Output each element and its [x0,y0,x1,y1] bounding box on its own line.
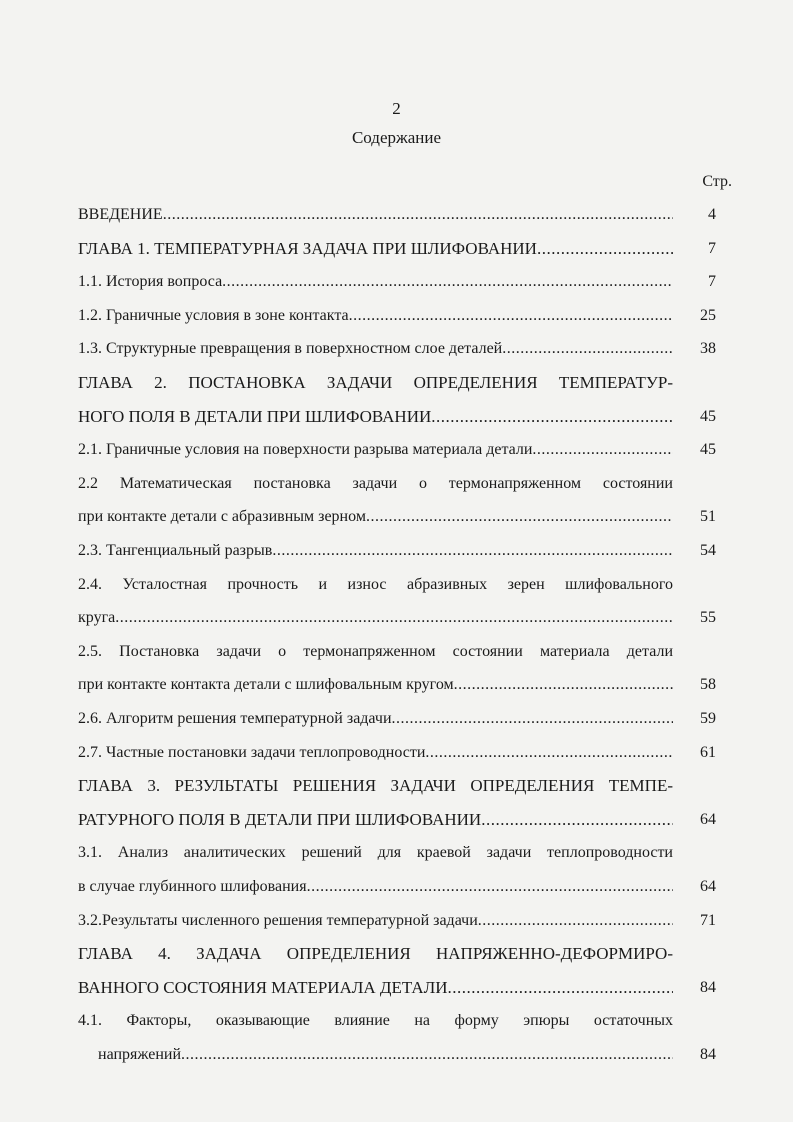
toc-page-number: 61 [700,743,716,761]
toc-page-number: 4 [708,206,716,223]
toc-entry-line: напряжений ..... [98,1043,673,1067]
toc-entry-line: 1.1. История вопроса ..... [78,270,673,294]
toc-entry-line: 2.6. Алгоритм решения температурной задачи ..... [78,707,673,731]
toc-page-number: 58 [700,676,716,694]
toc-entry-line: ГЛАВА 3. РЕЗУЛЬТАТЫ РЕШЕНИЯ ЗАДАЧИ ОПРЕДЕЛЕНИЯ ТЕМПЕ- [78,776,673,796]
toc-page-number: 59 [700,710,716,727]
toc-entry-line: 3.2.Результаты численного решения температурной задачи ..... [78,909,673,933]
toc-page-number: 54 [700,542,716,559]
toc-entry-line: 2.4. Усталостная прочность и износ абразивных зерен шлифовального [78,575,673,593]
toc-entry-line: 2.2 Математическая постановка задачи о термонапряженном состоянии [78,474,673,492]
toc-entry-line: ГЛАВА 2. ПОСТАНОВКА ЗАДАЧИ ОПРЕДЕЛЕНИЯ ТЕМПЕРАТУР- [78,373,673,392]
toc-entry-line: НОГО ПОЛЯ В ДЕТАЛИ ПРИ ШЛИФОВАНИИ ..... [78,405,673,429]
toc-page-number: 7 [708,273,716,291]
toc-entry-line: при контакте контакта детали с шлифовальным кругом ..... [78,673,673,697]
toc-page-number: 51 [700,508,716,526]
toc-page-number: 7 [708,239,716,257]
toc-page-number: 55 [700,609,716,627]
toc-page-number: 84 [700,978,716,996]
toc-page-number: 64 [700,810,716,828]
page-column-header: Стр. [702,173,732,190]
toc-page-number: 71 [700,911,716,929]
toc-entry-line: 4.1. Факторы, оказывающие влияние на форму эпюры остаточных [78,1012,673,1030]
toc-page-number: 38 [700,340,716,358]
page-number: 2 [392,99,401,118]
page-title: Содержание [351,128,442,147]
toc-page-number: 45 [700,441,716,459]
toc-page-number: 64 [700,878,716,895]
toc-entry-line: в случае глубинного шлифования ..... [78,875,673,899]
toc-entry-line: 1.3. Структурные превращения в поверхностном слое деталей ..... [78,337,673,361]
toc-page-number: 45 [700,407,716,425]
toc-entry-line: ВВЕДЕНИЕ ..... [78,203,673,227]
toc-entry-line: ГЛАВА 4. ЗАДАЧА ОПРЕДЕЛЕНИЯ НАПРЯЖЕННО-ДЕФОРМИРО- [78,944,673,964]
toc-entry-line: ГЛАВА 1. ТЕМПЕРАТУРНАЯ ЗАДАЧА ПРИ ШЛИФОВАНИИ ..... [78,237,673,261]
toc-entry-line: ВАННОГО СОСТОЯНИЯ МАТЕРИАЛА ДЕТАЛИ ..... [78,976,673,1000]
toc-page-number: 84 [700,1046,716,1063]
toc-page-number: 25 [700,306,716,324]
toc-entry-line: круга ..... [78,606,673,630]
toc-entry-line: 3.1. Анализ аналитических решений для краевой задачи теплопроводности [78,844,673,862]
toc-entry-line: 2.5. Постановка задачи о термонапряженном состоянии материала детали [78,642,673,660]
toc-entry-line: 2.3. Тангенциальный разрыв ..... [78,539,673,563]
toc-entry-line: РАТУРНОГО ПОЛЯ В ДЕТАЛИ ПРИ ШЛИФОВАНИИ ..... [78,808,673,832]
toc-entry-line: 2.1. Граничные условия на поверхности разрыва материала детали ..... [78,438,673,462]
toc-entry-line: 1.2. Граничные условия в зоне контакта ..... [78,304,673,328]
toc-entry-line: 2.7. Частные постановки задачи теплопроводности ..... [78,741,673,765]
toc-entry-line: при контакте детали с абразивным зерном ..... [78,505,673,529]
